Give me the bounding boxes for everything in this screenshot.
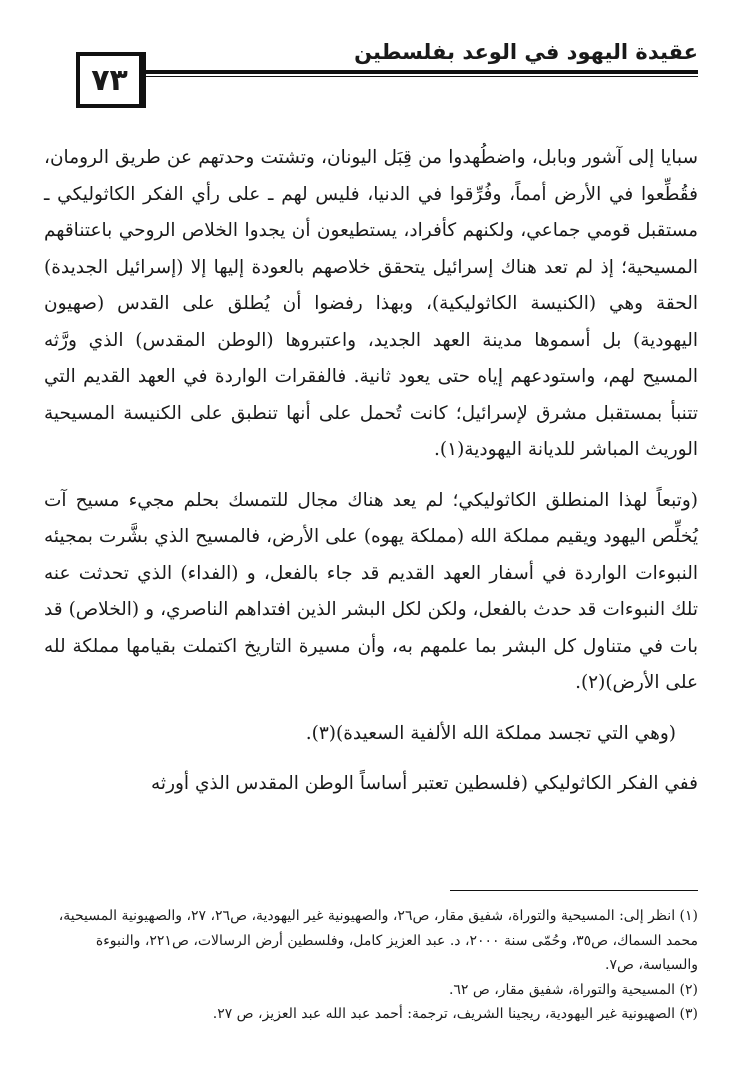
- running-title: عقيدة اليهود في الوعد بفلسطين: [354, 40, 698, 64]
- header-rule-thick: [146, 70, 698, 74]
- paragraph: (وتبعاً لهذا المنطلق الكاثوليكي؛ لم يعد هناك مجال للتمسك بحلم مجيء مسيح آت يُخلِّص اليهود ويقيم مملكة الله (مملكة يهوه) على الأرض، فالمسيح الذي بشَّرت بمجيئه النبوءات الواردة في أسفار العهد القديم قد جاء بالفعل، و (الفداء) الذي تحدثت عنه تلك النبوءات قد حدث بالفعل، ولكن لكل البشر الذين افتداهم الناصري، و (الخلاص) قد بات في متناول كل البشر بما علمهم به، وأن مسيرة التاريخ اكتملت بقيامها مملكة لله على الأرض)(٢).: [44, 489, 698, 693]
- footnote-divider: [450, 890, 698, 891]
- page-number: ٧٣: [76, 52, 146, 108]
- main-text: [44, 140, 698, 803]
- paragraph: سبايا إلى آشور وبابل، واضطُهدوا من قِبَل اليونان، وتشتت وحدتهم عن طريق الرومان، فقُطِّعوا في الأرض أمماً، وفُرِّقوا في الدنيا، فليس لهم ـ على رأي الفكر الكاثوليكي ـ مستقبل قومي جماعي، ولكنهم كأفراد، يستطيعون أن يجدوا الخلاص الروحي باعتناقهم المسيحية؛ إذ لم تعد هناك إسرائيل يتحقق خلاصهم بالعودة إليها إلا (إسرائيل الجديدة) الحقة وهي (الكنيسة الكاثوليكية)، وبهذا رفضوا أن يُطلق على القدس (صهيون اليهودية) بل أسموها مدينة العهد الجديد، واعتبروها (الوطن المقدس) الذي ورَّثه المسيح لهم، واستودعهم إياه حتى يعود ثانية. فالفقرات الواردة في العهد القديم التي تتنبأ بمستقبل مشرق لإسرائيل؛ كانت تُحمل على أنها تنطبق على الكنيسة المسيحية الوريث المباشر للديانة اليهودية(١).: [44, 147, 698, 460]
- header-rule-thin: [146, 76, 698, 77]
- page-header: [0, 0, 748, 118]
- paragraph: (وهي التي تجسد مملكة الله الألفية السعيدة)(٣).: [305, 722, 676, 744]
- paragraph: ففي الفكر الكاثوليكي (فلسطين تعتبر أساساً الوطن المقدس الذي أورثه: [151, 773, 698, 794]
- footnotes: [44, 904, 698, 1027]
- footnote: (٣) الصهيونية غير اليهودية، ريجينا الشريف، ترجمة: أحمد عبد الله عبد العزيز، ص ٢٧.: [212, 1006, 698, 1022]
- footnote: (٢) المسيحية والتوراة، شفيق مقار، ص ٦٢.: [448, 981, 698, 998]
- footnote: (١) انظر إلى: المسيحية والتوراة، شفيق مقار، ص٢٦، والصهيونية غير اليهودية، ص٢٦، ٢٧، والصهيونية المسيحية، محمد السماك، ص٣٥، وحُمّى سنة ٢٠٠٠، د. عبد العزيز كامل، وفلسطين أرض الرسالات، ص٢٢١، والنبوءة والسياسة، ص٧.: [58, 908, 698, 973]
